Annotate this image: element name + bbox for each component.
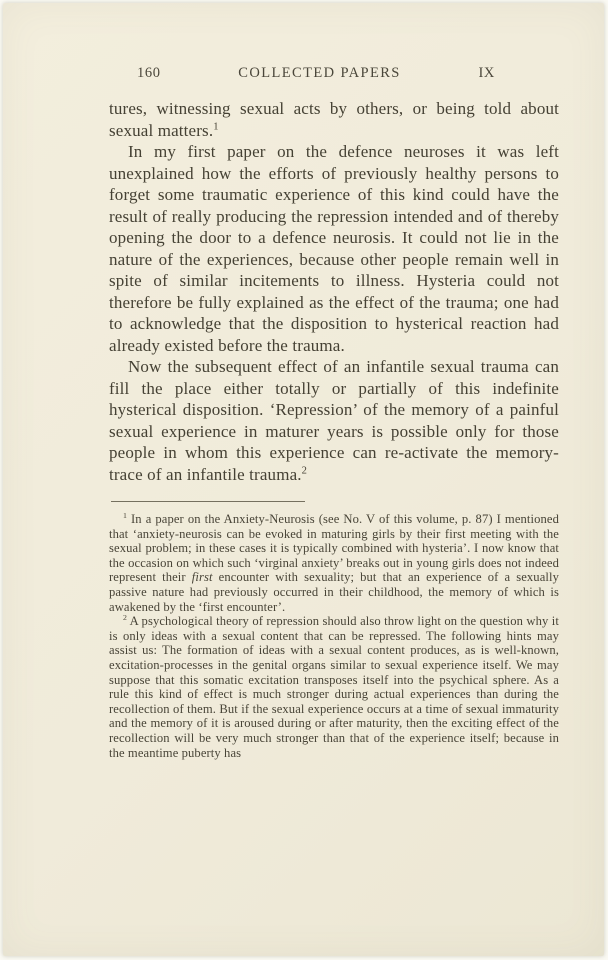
- paragraph-text: tures, witnessing sexual acts by others, or being told about sexual matters.: [109, 99, 559, 140]
- page-header: [109, 65, 559, 82]
- paragraph-text: In my first paper on the defence neuroses it was left unexplained how the efforts of previously healthy persons to forget some traumatic experience of this kind could have the result of really producing the repression intended and of thereby opening the door to a defence neurosis. It could not lie in the nature of the experiences, because other people remain well in spite of similar incitements to illness. Hysteria could not therefore be fully explained as the effect of the trauma; one had to acknowledge that the disposition to hysterical reaction had already existed before the trauma.: [109, 142, 559, 355]
- footnote-ref-2: 2: [301, 464, 308, 476]
- paragraph-infantile-trauma: [109, 356, 559, 485]
- print-area: [109, 65, 559, 760]
- footnote-separator-rule: [111, 501, 305, 502]
- body-text: [109, 98, 559, 485]
- paragraph-defence-neuroses: [109, 141, 559, 356]
- footnote-ref-1: 1: [213, 120, 219, 132]
- book-page: [3, 3, 604, 956]
- page-number: 160: [137, 65, 161, 81]
- footnote-1: [109, 512, 559, 614]
- footnotes-section: [109, 512, 559, 760]
- footnote-2: [109, 614, 559, 760]
- running-title: COLLECTED PAPERS: [238, 65, 401, 81]
- footnote-1-text-cont: encounter with sexuality; but that an experience of a sexually passive nature had previously occurred in their childhood, the memory of which is awakened by the ‘first encounter’.: [109, 570, 559, 614]
- paragraph-text: Now the subsequent effect of an infantile sexual trauma can fill the place either totally or partially of this indefinite hysterical disposition. ‘Repression’ of the memory of a painful sexual experience in maturer years is possible only for those people in whom this experience can re-activate the memory-trace of an infantile trauma.: [109, 357, 559, 484]
- section-numeral: IX: [478, 65, 495, 81]
- footnote-1-text: In a paper on the Anxiety-Neurosis (see No. V of this volume, p. 87) I mentioned that ‘anxiety-neurosis can be evoked in maturing girls by their first meeting with the sexual problem; in these cases it is typically combined with hysteria’. I now know that the occasion on which such ‘virginal anxiety’ breaks out in young girls does not indeed represent their: [109, 512, 559, 585]
- footnote-1-italic-word: first: [191, 570, 213, 585]
- footnote-2-marker: 2: [123, 612, 127, 622]
- footnote-2-text: A psychological theory of repression should also throw light on the question why it is only ideas with a sexual content that can be repressed. The following hints may assist us: The formation of ideas with a sexual content produces, as is well-known, excitation-processes in the genital organs similar to sexual experience itself. We may suppose that this somatic excitation transposes itself into the psychical sphere. As a rule this kind of effect is much stronger during actual experiences than during the recollection of them. But if the sexual experience occurs at a time of sexual immaturity and the memory of it is aroused during or after maturity, then the exciting effect of the recollection will be very much stronger than that of the experience itself; because in the meantime puberty has: [109, 614, 559, 760]
- paragraph-continuation: [109, 98, 559, 141]
- footnote-1-marker: 1: [123, 510, 127, 520]
